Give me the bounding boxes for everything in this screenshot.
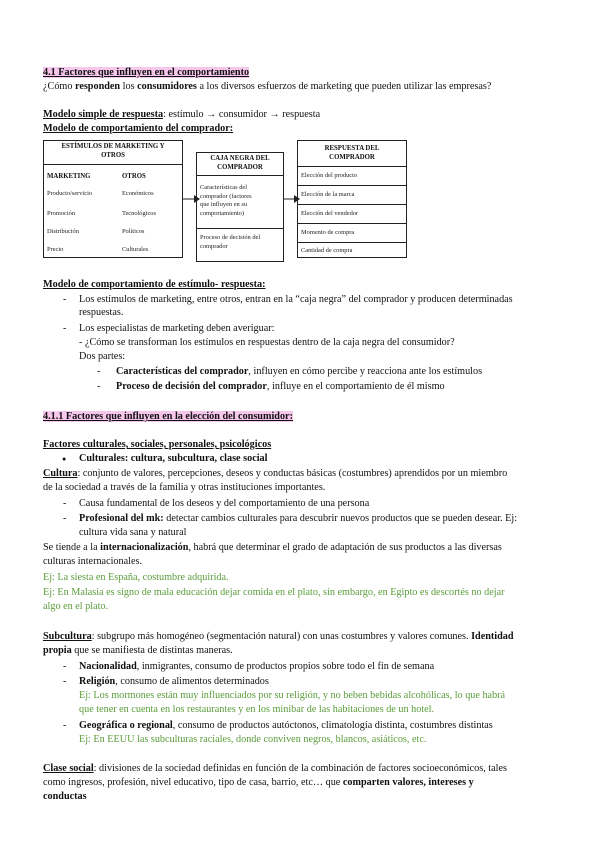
paragraph-line: Los especialistas de marketing deben averiguar: (79, 323, 275, 334)
paragraph-line: Los estímulos de marketing, entre otros, entran en la “caja negra” del comprador y producen determinadas (79, 294, 513, 305)
dash-marker: - (63, 513, 67, 524)
example-line: que tener en cuenta en los restaurantes y en los minibar de las habitaciones de un hotel. (79, 704, 435, 715)
blackbox-text: comprador (factores (200, 192, 252, 200)
clase-line-1: Clase social: divisiones de la sociedad definidas en función de la combinación de factores socioeconómicos, tales (43, 763, 507, 774)
blackbox-divider (196, 175, 284, 176)
blackbox-text: que influyen en su (200, 201, 248, 208)
response-divider (297, 223, 407, 224)
response-item: Elección del producto (301, 172, 358, 179)
stimulus-marketing-2: Promoción (47, 210, 76, 217)
blackbox-text: Características del (200, 184, 248, 191)
response-item: Elección del vendedor (301, 210, 359, 217)
otros-header: OTROS (122, 173, 146, 180)
dash-marker: - (63, 676, 67, 687)
subcultura-line-1: Subcultura: subgrupo más homogéneo (segmentación natural) con unas costumbres y valores comunes. Identidad (43, 631, 514, 642)
buyer-model-heading: Modelo de comportamiento del comprador: (43, 123, 234, 134)
clase-line-2: como ingresos, profesión, nivel educativo, tipo de casa, barrio, etc… que comparten valores, intereses y (43, 777, 474, 788)
stimuli-title-2: OTROS (101, 152, 125, 159)
nacionalidad-line: Nacionalidad, inmigrantes, consumo de productos propios sobre todo el fin de semana (79, 661, 435, 672)
part-2-line: Proceso de decisión del comprador, influye en el comportamiento de él mismo (116, 381, 445, 392)
simple-model-line: Modelo simple de respuesta: estímulo → consumidor → respuesta (43, 109, 321, 120)
cultura-line-2: de la sociedad a través de la familia y otras instituciones importantes. (43, 482, 326, 493)
religion-line: Religión, consumo de alimentos determinados (79, 676, 269, 687)
blackbox-title-2: COMPRADOR (217, 164, 263, 171)
response-item: Cantidad de compra (301, 247, 353, 254)
blackbox-text2: Proceso de decisión del (200, 234, 261, 241)
dash-marker: - (63, 661, 67, 672)
paragraph-line: cultura vida sana y natural (79, 527, 187, 538)
question-line: ¿Cómo responden los consumidores a los diversos esfuerzos de marketing que pueden utilizar las empresas? (43, 81, 492, 92)
dash-marker: - (97, 381, 101, 392)
stimuli-divider (43, 164, 183, 165)
paragraph-line: Causa fundamental de los deseos y del comportamiento de una persona (79, 498, 370, 509)
factors-heading: Factores culturales, sociales, personales, psicológicos (43, 439, 272, 450)
response-divider (297, 185, 407, 186)
geografica-line: Geográfica o regional, consumo de productos autóctonos, climatología distinta, costumbres distintas (79, 720, 493, 731)
bullet-cultural: Culturales: cultura, subcultura, clase social (79, 453, 268, 464)
dash-marker: - (63, 323, 67, 334)
paragraph-line: - ¿Cómo se transforman los estímulos en respuestas dentro de la caja negra del consumidor? (79, 337, 455, 348)
blackbox-divider-2 (196, 228, 284, 229)
response-item: Elección de la marca (301, 191, 355, 198)
dash-marker: - (63, 294, 67, 305)
example-line: Ej: Los mormones están muy influenciados por su religión, y no beben bebidas alcohólicas, lo que habrá (79, 690, 506, 701)
part-1-line: Características del comprador, influyen en cómo percibe y reacciona ante los estímulos (116, 366, 483, 377)
response-title-1: RESPUESTA DEL (324, 145, 380, 152)
example-line: Ej: En EEUU las subculturas raciales, donde conviven negros, blancos, asiáticos, etc. (79, 734, 427, 745)
paragraph-line: respuestas. (79, 307, 124, 318)
dash-marker: - (97, 366, 101, 377)
marketing-header: MARKETING (47, 173, 91, 180)
stimulus-other-1: Económicos (122, 190, 154, 197)
blackbox-text2: comprador (200, 242, 228, 250)
subcultura-line-2: propia que se manifiesta de distintas maneras. (43, 645, 233, 656)
paragraph-line: Dos partes: (79, 351, 126, 362)
blackbox-title-1: CAJA NEGRA DEL (210, 155, 270, 162)
intl-line-1: Se tiende a la internacionalización, habrá que determinar el grado de adaptación de sus productos a las diversas (43, 542, 502, 553)
clase-line-3: conductas (43, 791, 87, 802)
example-line: Ej: En Malasia es signo de mala educación dejar comida en el plato, sin embargo, en Egipto es descortés no dejar (43, 587, 505, 598)
response-divider (297, 166, 407, 167)
profesional-line: Profesional del mk: detectar cambios culturales para descubrir nuevos productos que se pueden desear. Ej: (79, 513, 518, 524)
cultura-line-1: Cultura: conjunto de valores, percepciones, deseos y conductas básicas (costumbres) aprendidos por un miembro (43, 468, 508, 479)
response-divider (297, 204, 407, 205)
response-title-2: COMPRADOR (329, 154, 375, 161)
dash-marker: - (63, 720, 67, 731)
section-title-4-1: 4.1 Factores que influyen en el comportamiento (43, 67, 250, 78)
stimulus-marketing-4: Precio (47, 246, 64, 253)
bullet-marker: ● (62, 455, 67, 463)
stimulus-other-2: Tecnológicos (122, 210, 156, 217)
stimulus-other-3: Políticos (122, 228, 145, 235)
stimulus-other-4: Culturales (122, 246, 149, 253)
example-line: algo en el plato. (43, 601, 109, 612)
dash-marker: - (63, 498, 67, 509)
response-item: Momento de compra (301, 229, 355, 236)
stimulus-marketing-1: Producto/servicio (47, 190, 93, 197)
blackbox-text: comportamiento) (200, 209, 245, 217)
intl-line-2: culturas internacionales. (43, 556, 143, 567)
stimuli-title-1: ESTÍMULOS DE MARKETING Y (61, 143, 165, 150)
response-divider (297, 242, 407, 243)
stimulus-response-heading: Modelo de comportamiento de estímulo- respuesta: (43, 279, 266, 290)
example-line: Ej: La siesta en España, costumbre adquirida. (43, 572, 229, 583)
section-title-4-1-1: 4.1.1 Factores que influyen en la elección del consumidor: (43, 411, 293, 422)
stimulus-marketing-3: Distribución (47, 228, 79, 235)
